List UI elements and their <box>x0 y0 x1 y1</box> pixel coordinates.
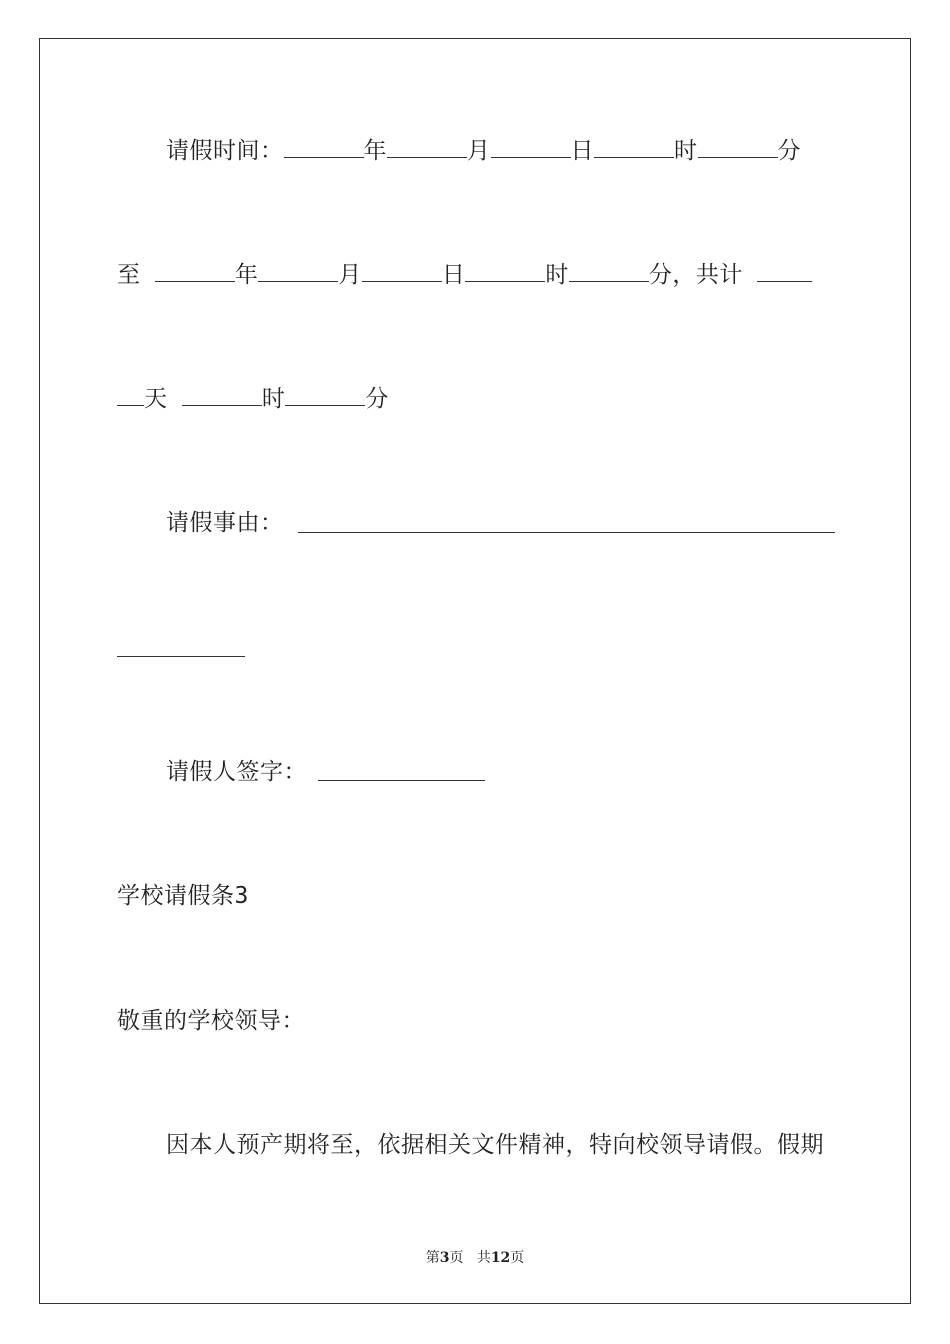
reason-blank-line-1 <box>298 532 835 533</box>
minutes-unit: 分 <box>365 386 389 412</box>
to-label: 至 <box>117 262 141 288</box>
total-hours-blank <box>182 385 262 406</box>
days-unit: 天 <box>144 386 168 412</box>
footer-page-number: 3 <box>439 1250 450 1266</box>
end-hour-unit: 时 <box>545 262 569 288</box>
page-footer <box>0 1247 950 1267</box>
reason-row <box>166 508 284 538</box>
total-days-blank-end <box>117 385 144 406</box>
signature-label: 请假人签字： <box>166 759 307 785</box>
minute-unit: 分 <box>777 138 801 164</box>
month-unit: 月 <box>467 138 491 164</box>
total-days-blank-start <box>757 261 812 282</box>
minute-blank <box>698 137 778 158</box>
leave-time-label: 请假时间： <box>166 138 284 164</box>
end-day-blank <box>362 261 442 282</box>
year-unit: 年 <box>363 138 387 164</box>
leave-end-row <box>117 260 812 290</box>
end-day-unit: 日 <box>441 262 466 288</box>
reason-blank-line-2 <box>117 656 245 657</box>
end-hour-blank <box>465 261 545 282</box>
day-unit: 日 <box>570 138 594 164</box>
leave-time-row <box>166 136 801 166</box>
page-frame <box>39 38 911 1304</box>
duration-row <box>117 384 389 414</box>
footer-total-pages: 12 <box>490 1250 511 1266</box>
day-blank <box>491 137 571 158</box>
end-minute-blank <box>569 261 649 282</box>
total-minutes-blank <box>285 385 365 406</box>
end-month-blank <box>258 261 338 282</box>
footer-total-prefix: 共 <box>476 1250 491 1266</box>
hour-unit: 时 <box>674 138 698 164</box>
salutation: 敬重的学校领导： <box>117 1008 305 1034</box>
end-year-unit: 年 <box>234 262 259 288</box>
month-blank <box>387 137 467 158</box>
hours-unit: 时 <box>261 386 286 412</box>
body-paragraph: 因本人预产期将至，依据相关文件精神，特向校领导请假。假期 <box>166 1132 824 1158</box>
section-title: 学校请假条3 <box>117 883 249 909</box>
hour-blank <box>594 137 674 158</box>
end-year-blank <box>155 261 235 282</box>
reason-label: 请假事由： <box>166 510 284 536</box>
end-minute-total-label: 分，共计 <box>648 262 743 288</box>
footer-page-suffix: 页 <box>449 1250 464 1266</box>
end-month-unit: 月 <box>338 262 362 288</box>
footer-total-suffix: 页 <box>510 1250 525 1266</box>
footer-page-prefix: 第 <box>425 1250 440 1266</box>
year-blank <box>284 137 364 158</box>
signature-blank-line <box>318 780 485 781</box>
signature-row <box>166 757 307 787</box>
